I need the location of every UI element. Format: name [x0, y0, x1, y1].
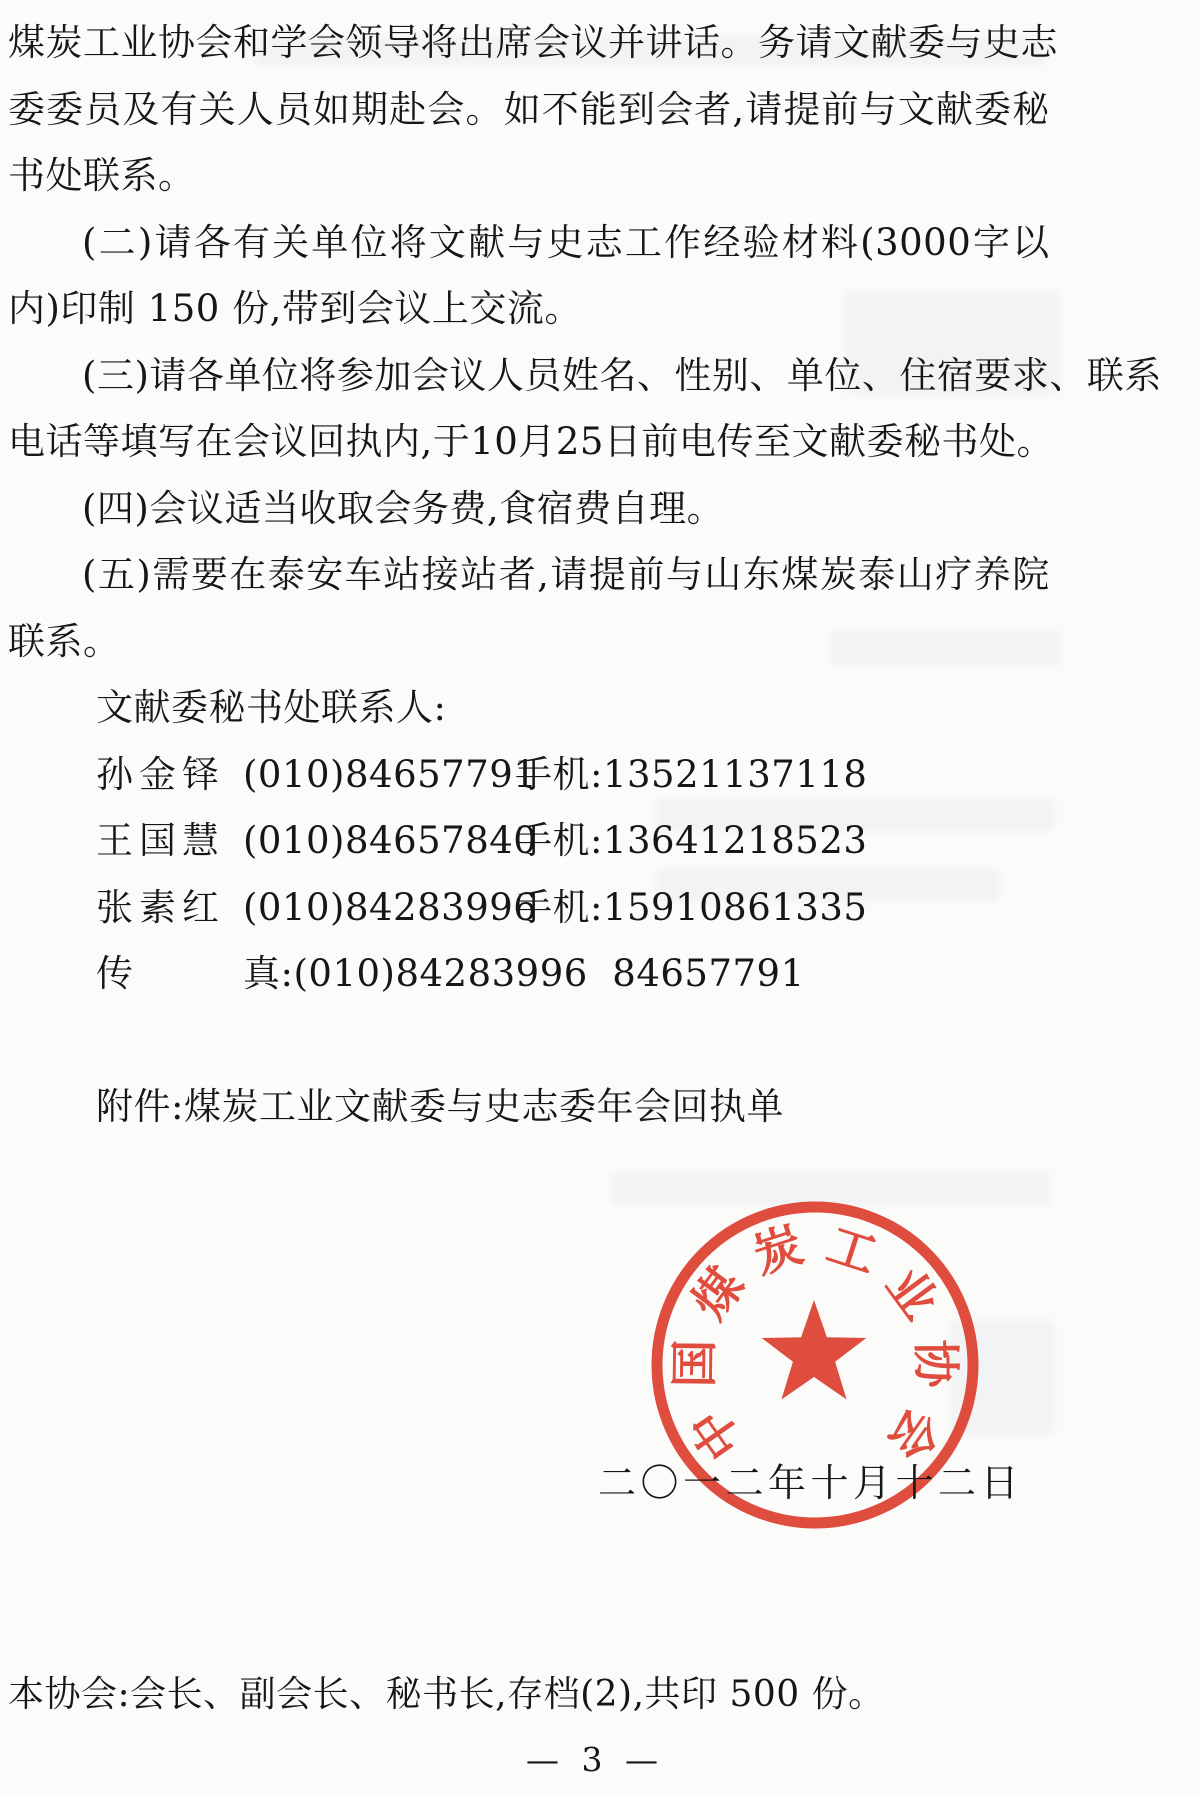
- contacts-intro: 文献委秘书处联系人:: [96, 686, 447, 729]
- attachment-line: 附件:煤炭工业文献委与史志委年会回执单: [96, 1084, 784, 1128]
- seal-char: 会: [876, 1398, 951, 1470]
- contact-row: [8, 875, 1050, 942]
- body-line: ( 二 ) 请 各 有 关 单 位 将 文 献 与 史 志 工 作 经 验 材 料 (3000 字 以: [82, 220, 1050, 264]
- seal-char: 国: [666, 1339, 724, 1388]
- body-line: 电 话 等 填 写 在 会 议 回 执 内 , 于 10 月 25 日 前 电 传 至 文 献 委 秘 书 处 。: [8, 420, 1054, 463]
- contact-mobile: 手机:13641218523: [515, 819, 868, 862]
- contact-row: [8, 808, 1050, 875]
- body-line: 书处联系。: [8, 154, 196, 197]
- seal-char: 业: [874, 1257, 949, 1330]
- fax-row: [8, 941, 1050, 1008]
- contact-mobile: 手机:15910861335: [515, 885, 868, 929]
- page-number: — 3 —: [526, 1740, 664, 1779]
- body-line: 联系。: [8, 619, 121, 663]
- body-line: (四)会议适当收取会务费,食宿费自理。: [82, 486, 725, 530]
- contact-row: [8, 742, 1050, 809]
- contact-name: 张素红: [96, 885, 225, 929]
- body-line: ( 五 ) 需 要 在 泰 安 车 站 接 站 者 , 请 提 前 与 山 东 煤 炭 泰 山 疗 养 院: [82, 553, 1050, 596]
- star-icon: [762, 1300, 867, 1400]
- document-date: 二〇一二年十月十二日: [598, 1461, 1024, 1505]
- seal-char: 中: [679, 1398, 754, 1470]
- seal-char: 工: [820, 1216, 884, 1285]
- body-line: 煤 炭 工 业 协 会 和 学 会 领 导 将 出 席 会 议 并 讲 话 。 务 请 文 献 委 与 史 志: [8, 21, 1058, 64]
- contact-name: 王国慧: [96, 819, 225, 862]
- distribution-note: 本协会:会长、副会长、秘书长,存档(2),共印 500 份。: [8, 1674, 885, 1715]
- contact-phone: (010)84657840: [243, 819, 538, 862]
- document-body: [8, 10, 1162, 1140]
- contact-phone: (010)84657791: [243, 752, 538, 796]
- body-line: ( 三 ) 请 各 单 位 将 参 加 会 议 人 员 姓 名 、 性 别 、 单 位 、 住 宿 要 求 、 联 系: [82, 353, 1162, 397]
- seal-char: 煤: [681, 1257, 756, 1330]
- contact-mobile: 手机:13521137118: [515, 752, 868, 796]
- seal-char: 协: [906, 1339, 964, 1388]
- contact-name: 孙金铎: [96, 752, 225, 796]
- fax-label: 传: [96, 952, 139, 995]
- body-line: 内)印制 150 份,带到会议上交流。: [8, 287, 582, 330]
- body-line: 委 委 员 及 有 关 人 员 如 期 赴 会 。 如 不 能 到 会 者 , 请 提 前 与 文 献 委 秘: [8, 87, 1050, 131]
- seal-char: 炭: [746, 1216, 810, 1285]
- contact-phone: (010)84283996: [243, 885, 538, 929]
- fax-numbers: 真:(010)84283996 84657791: [243, 952, 805, 995]
